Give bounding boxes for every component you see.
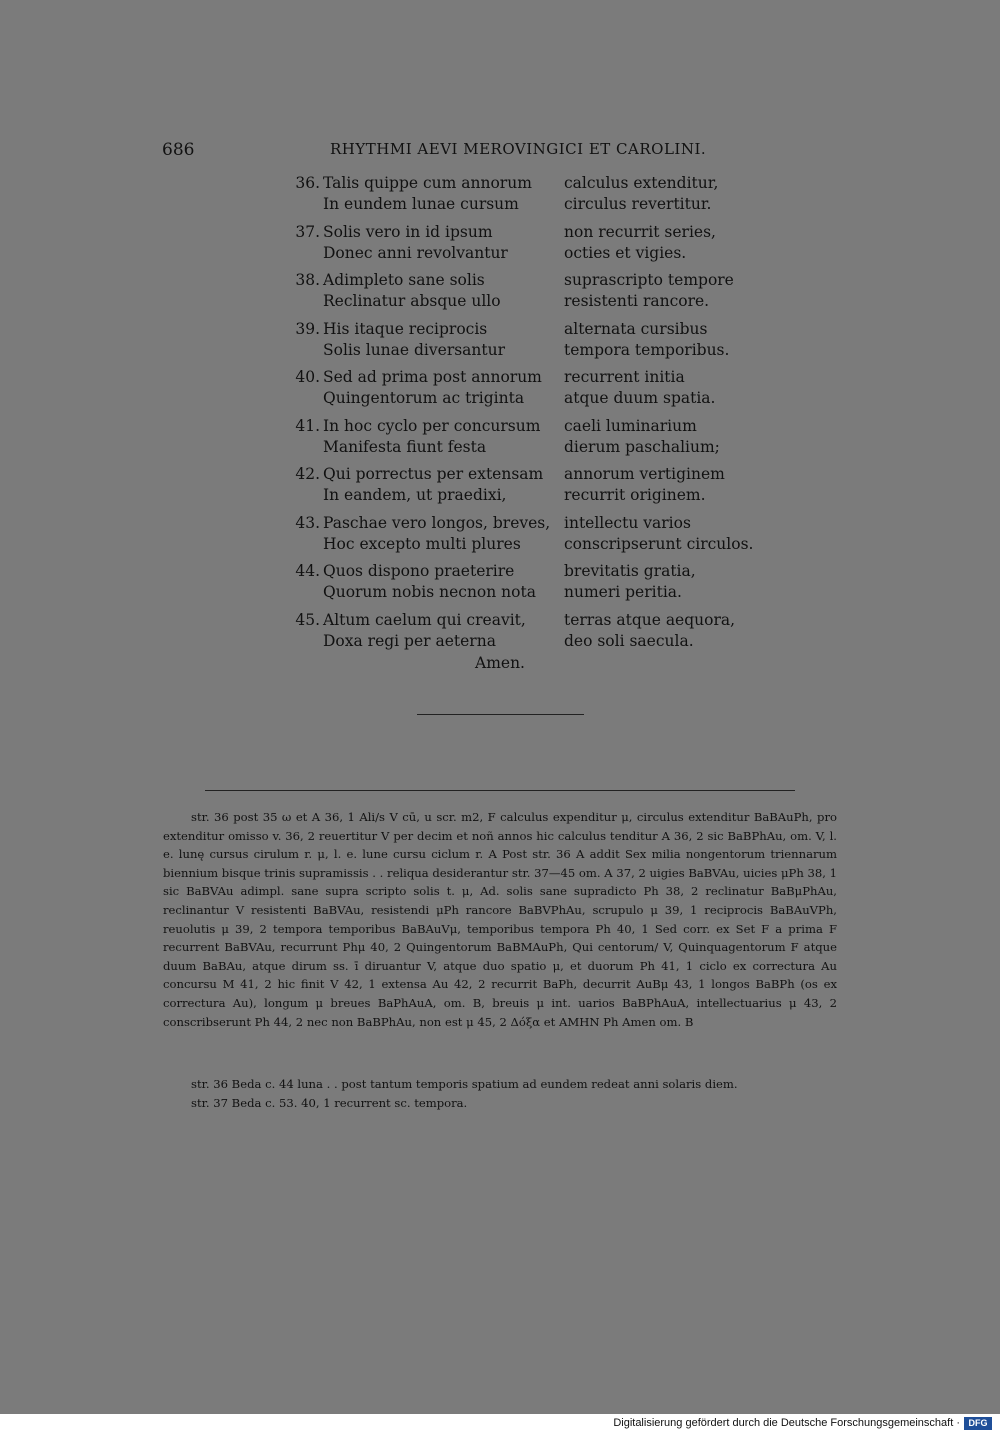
verse-first-half: In eandem, ut praedixi,: [323, 486, 507, 504]
stanza: [288, 514, 758, 563]
page-number: 686: [162, 140, 195, 160]
verse-first-half: Altum caelum qui creavit,: [323, 610, 526, 629]
verse-first-half: Solis lunae diversantur: [323, 340, 506, 359]
verse-first-half: Quorum nobis necnon nota: [323, 583, 536, 601]
footnote-rule: [205, 790, 795, 791]
verse-first-half: Qui porrectus per extensam: [323, 465, 544, 483]
verse-first-half: In eundem lunae cursum: [323, 195, 519, 213]
digitization-footer: [0, 1414, 1000, 1434]
stanza-number: 42.: [295, 465, 320, 483]
stanza-number: 44.: [295, 562, 320, 580]
verse-first-half: Donec anni revolvantur: [323, 243, 508, 262]
verse-second-half: caeli luminarium: [564, 416, 697, 435]
apparatus-text: str. 36 post 35 ω et A 36, 1 Ali/s V cū, u scr. m2, F calculus expenditur μ, circulus extenditur BaBAuPh, pro extenditur omisso v. 36, 2 reuertitur V per decim et noñ annos hic calculus tenditur A 36, 2 sic BaBPhAu, om. V, l. e. lunę cursus cirulum r. μ, l. e. lune cursu ciclum r. A Post str. 36 A addit Sex milia nongentorum triennarum biennium bisque trinis supramissis . . reliqua desiderantur str. 37—45 om. A 37, 2 uigies BaBVAu, uicies μPh 38, 1 sic BaBVAu adimpl. sane supra scripto solis t. μ, Ad. solis sane supradicto Ph 38, 2 reclinatur BaBμPhAu, reclinantur V resistenti BaBVAu, resistendi μPh rancore BaBVPhAu, scrupulo μ 39, 1 reciprocis BaBAuVPh, reuolutis μ 39, 2 tempora temporibus BaBAuVμ, temporibus tempora Ph 40, 1 Sed corr. ex Set F a prima F recurrent BaBVAu, recurrunt Phμ 40, 2 Quingentorum BaBMAuPh, Qui centorum/ V, Quinquagentorum F atque duum BaBAu, atque dirum ss. ī diruantur V, atque duo spatio μ, et duorum Ph 41, 1 ciclo ex correctura Au concursu M 41, 2 hic finit V 42, 1 extensa Au 42, 2 recurrit BaPh, decurrit AuBμ 43, 1 longos BaBPh (os ex correctura Au), longum μ breues BaPhAuA, om. B, breuis μ int. uarios BaBPhAuA, intellectuarius μ 43, 2 conscribserunt Ph 44, 2 nec non BaBPhAu, non est μ 45, 2 Δόξα et AMHN Ph Amen om. B: [163, 810, 837, 1029]
stanza: [288, 562, 758, 611]
verse-first-half: Adimpleto sane solis: [323, 271, 485, 289]
verse-first-half: His itaque reciprocis: [323, 319, 488, 338]
section-divider: [417, 714, 584, 715]
verse-second-half: intellectu varios: [564, 513, 691, 532]
stanza-number: 40.: [295, 368, 320, 386]
verse-first-half: Quingentorum ac triginta: [323, 389, 525, 407]
stanza-number: 41.: [295, 416, 320, 435]
verse-first-half: Paschae vero longos, breves,: [323, 513, 551, 532]
stanza: [288, 271, 758, 320]
verse-second-half: dierum paschalium;: [564, 437, 720, 456]
stanza-number: 37.: [295, 222, 320, 241]
stanza-number: 45.: [295, 610, 320, 629]
verse-first-half: Sed ad prima post annorum: [323, 368, 542, 386]
verse-second-half: non recurrit series,: [564, 222, 716, 241]
stanza: [288, 611, 758, 660]
stanza: [288, 368, 758, 417]
verse-second-half: calculus extenditur,: [564, 174, 719, 192]
verse-first-half: Reclinatur absque ullo: [323, 292, 501, 310]
stanza: [288, 465, 758, 514]
verse-second-half: recurrent initia: [564, 368, 685, 386]
verse-first-half: Talis quippe cum annorum: [323, 174, 532, 192]
verse-second-half: circulus revertitur.: [564, 195, 712, 213]
stanza-number: 43.: [295, 513, 320, 532]
dfg-logo: DFG: [964, 1417, 992, 1430]
source-note: str. 36 Beda c. 44 luna . . post tantum temporis spatium ad eundem redeat anni solaris diem.: [191, 1077, 738, 1091]
verse-first-half: Hoc excepto multi plures: [323, 534, 521, 553]
running-head: RHYTHMI AEVI MEROVINGICI ET CAROLINI.: [330, 140, 707, 158]
verse-second-half: annorum vertiginem: [564, 465, 725, 483]
critical-apparatus: [163, 808, 837, 1031]
verse-second-half: alternata cursibus: [564, 319, 708, 338]
verse-second-half: suprascripto tempore: [564, 271, 734, 289]
verse-first-half: Doxa regi per aeterna: [323, 631, 496, 650]
verse-first-half: Manifesta fiunt festa: [323, 437, 487, 456]
poem: [288, 174, 758, 659]
stanza: [288, 320, 758, 369]
verse-second-half: atque duum spatia.: [564, 389, 716, 407]
verse-first-half: In hoc cyclo per concursum: [323, 416, 541, 435]
stanza: [288, 417, 758, 466]
source-note: str. 37 Beda c. 53. 40, 1 recurrent sc. tempora.: [191, 1095, 468, 1110]
verse-second-half: conscripserunt circulos.: [564, 534, 754, 553]
verse-second-half: terras atque aequora,: [564, 610, 736, 629]
funding-credit: Digitalisierung gefördert durch die Deutsche Forschungsgemeinschaft ·: [613, 1417, 960, 1429]
stanza-number: 36.: [295, 174, 320, 192]
stanza: [288, 223, 758, 272]
verse-second-half: octies et vigies.: [564, 243, 687, 262]
verse-second-half: brevitatis gratia,: [564, 562, 696, 580]
amen-line: Amen.: [475, 654, 525, 672]
verse-second-half: resistenti rancore.: [564, 292, 710, 310]
verse-second-half: tempora temporibus.: [564, 340, 730, 359]
source-notes: [163, 1075, 837, 1112]
stanza: [288, 174, 758, 223]
verse-first-half: Quos dispono praeterire: [323, 562, 515, 580]
verse-first-half: Solis vero in id ipsum: [323, 222, 493, 241]
verse-second-half: deo soli saecula.: [564, 631, 694, 650]
stanza-number: 39.: [295, 319, 320, 338]
verse-second-half: recurrit originem.: [564, 486, 706, 504]
verse-second-half: numeri peritia.: [564, 583, 682, 601]
stanza-number: 38.: [295, 271, 320, 289]
